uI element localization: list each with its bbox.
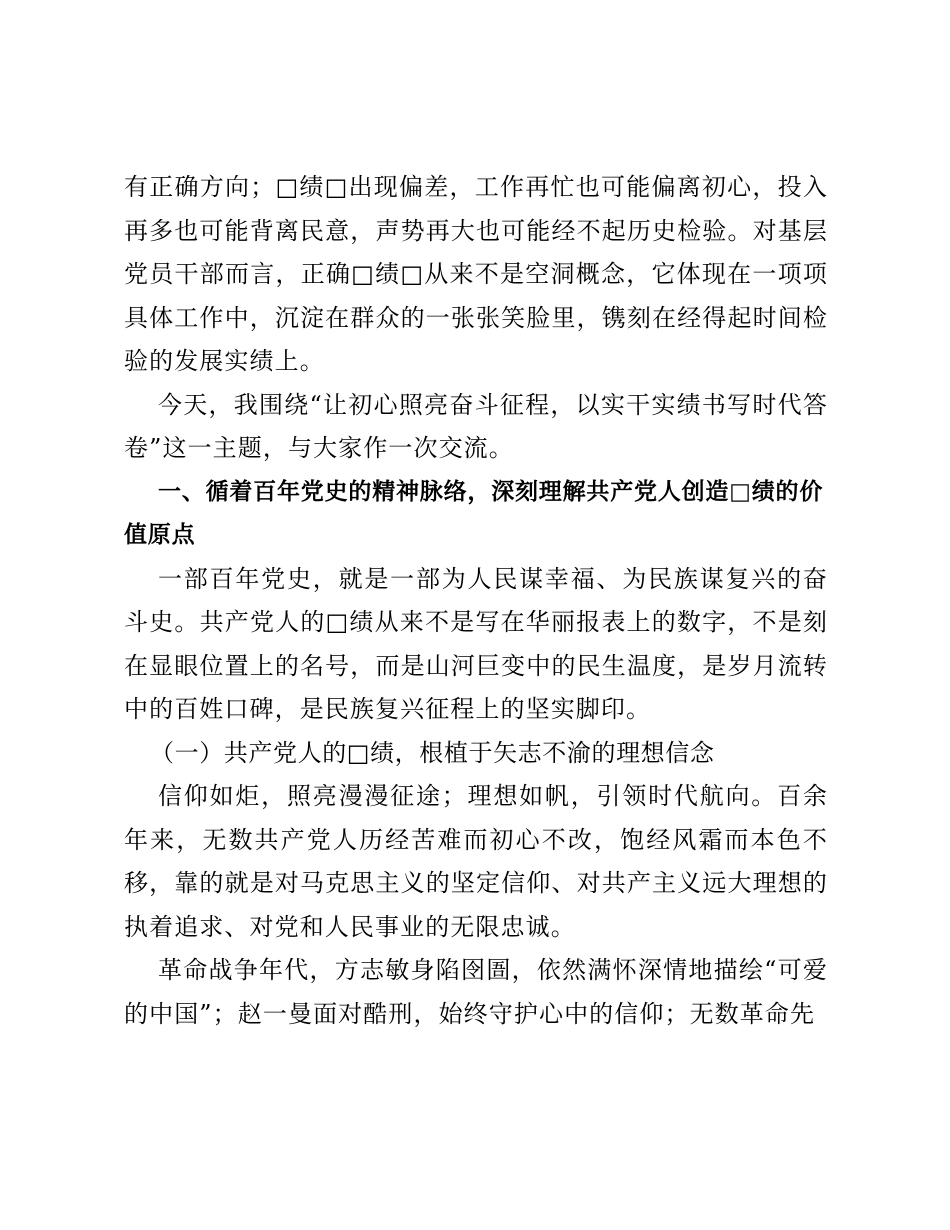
paragraph-body: 革命战争年代，方志敏身陷囹圄，依然满怀深情地描绘“可爱的中国”；赵一曼面对酷刑，始终守护心中的信仰；无数革命先 — [124, 956, 828, 1028]
section-heading: 一、循着百年党史的精神脉络，深刻理解共产党人创造□绩的价值原点 — [124, 478, 824, 548]
document-body — [124, 166, 828, 1036]
paragraph-body: 一部百年党史，就是一部为人民谋幸福、为民族谋复兴的奋斗史。共产党人的□绩从来不是写在华丽报表上的数字，不是刻在显眼位置上的名号，而是山河巨变中的民生温度，是岁月流转中的百姓口碑，是民族复兴征程上的坚实脚印。 — [124, 564, 828, 723]
paragraph-body: 信仰如炬，照亮漫漫征途；理想如帆，引领时代航向。百余年来，无数共产党人历经苦难而初心不改，饱经风霜而本色不移，靠的就是对马克思主义的坚定信仰、对共产主义远大理想的执着追求、对党和人民事业的无限忠诚。 — [124, 782, 828, 941]
subsection-heading: （一）共产党人的□绩，根植于矢志不渝的理想信念 — [150, 738, 715, 767]
paragraph-intro: 今天，我围绕“让初心照亮奋斗征程，以实干实绩书写时代答卷”这一主题，与大家作一次交流。 — [124, 390, 828, 462]
paragraph-continuation: 有正确方向；□绩□出现偏差，工作再忙也可能偏离初心，投入再多也可能背离民意，声势再大也可能经不起历史检验。对基层党员干部而言，正确□绩□从来不是空洞概念，它体现在一项项具体工作中，沉淀在群众的一张张笑脸里，镌刻在经得起时间检验的发展实绩上。 — [124, 173, 828, 375]
